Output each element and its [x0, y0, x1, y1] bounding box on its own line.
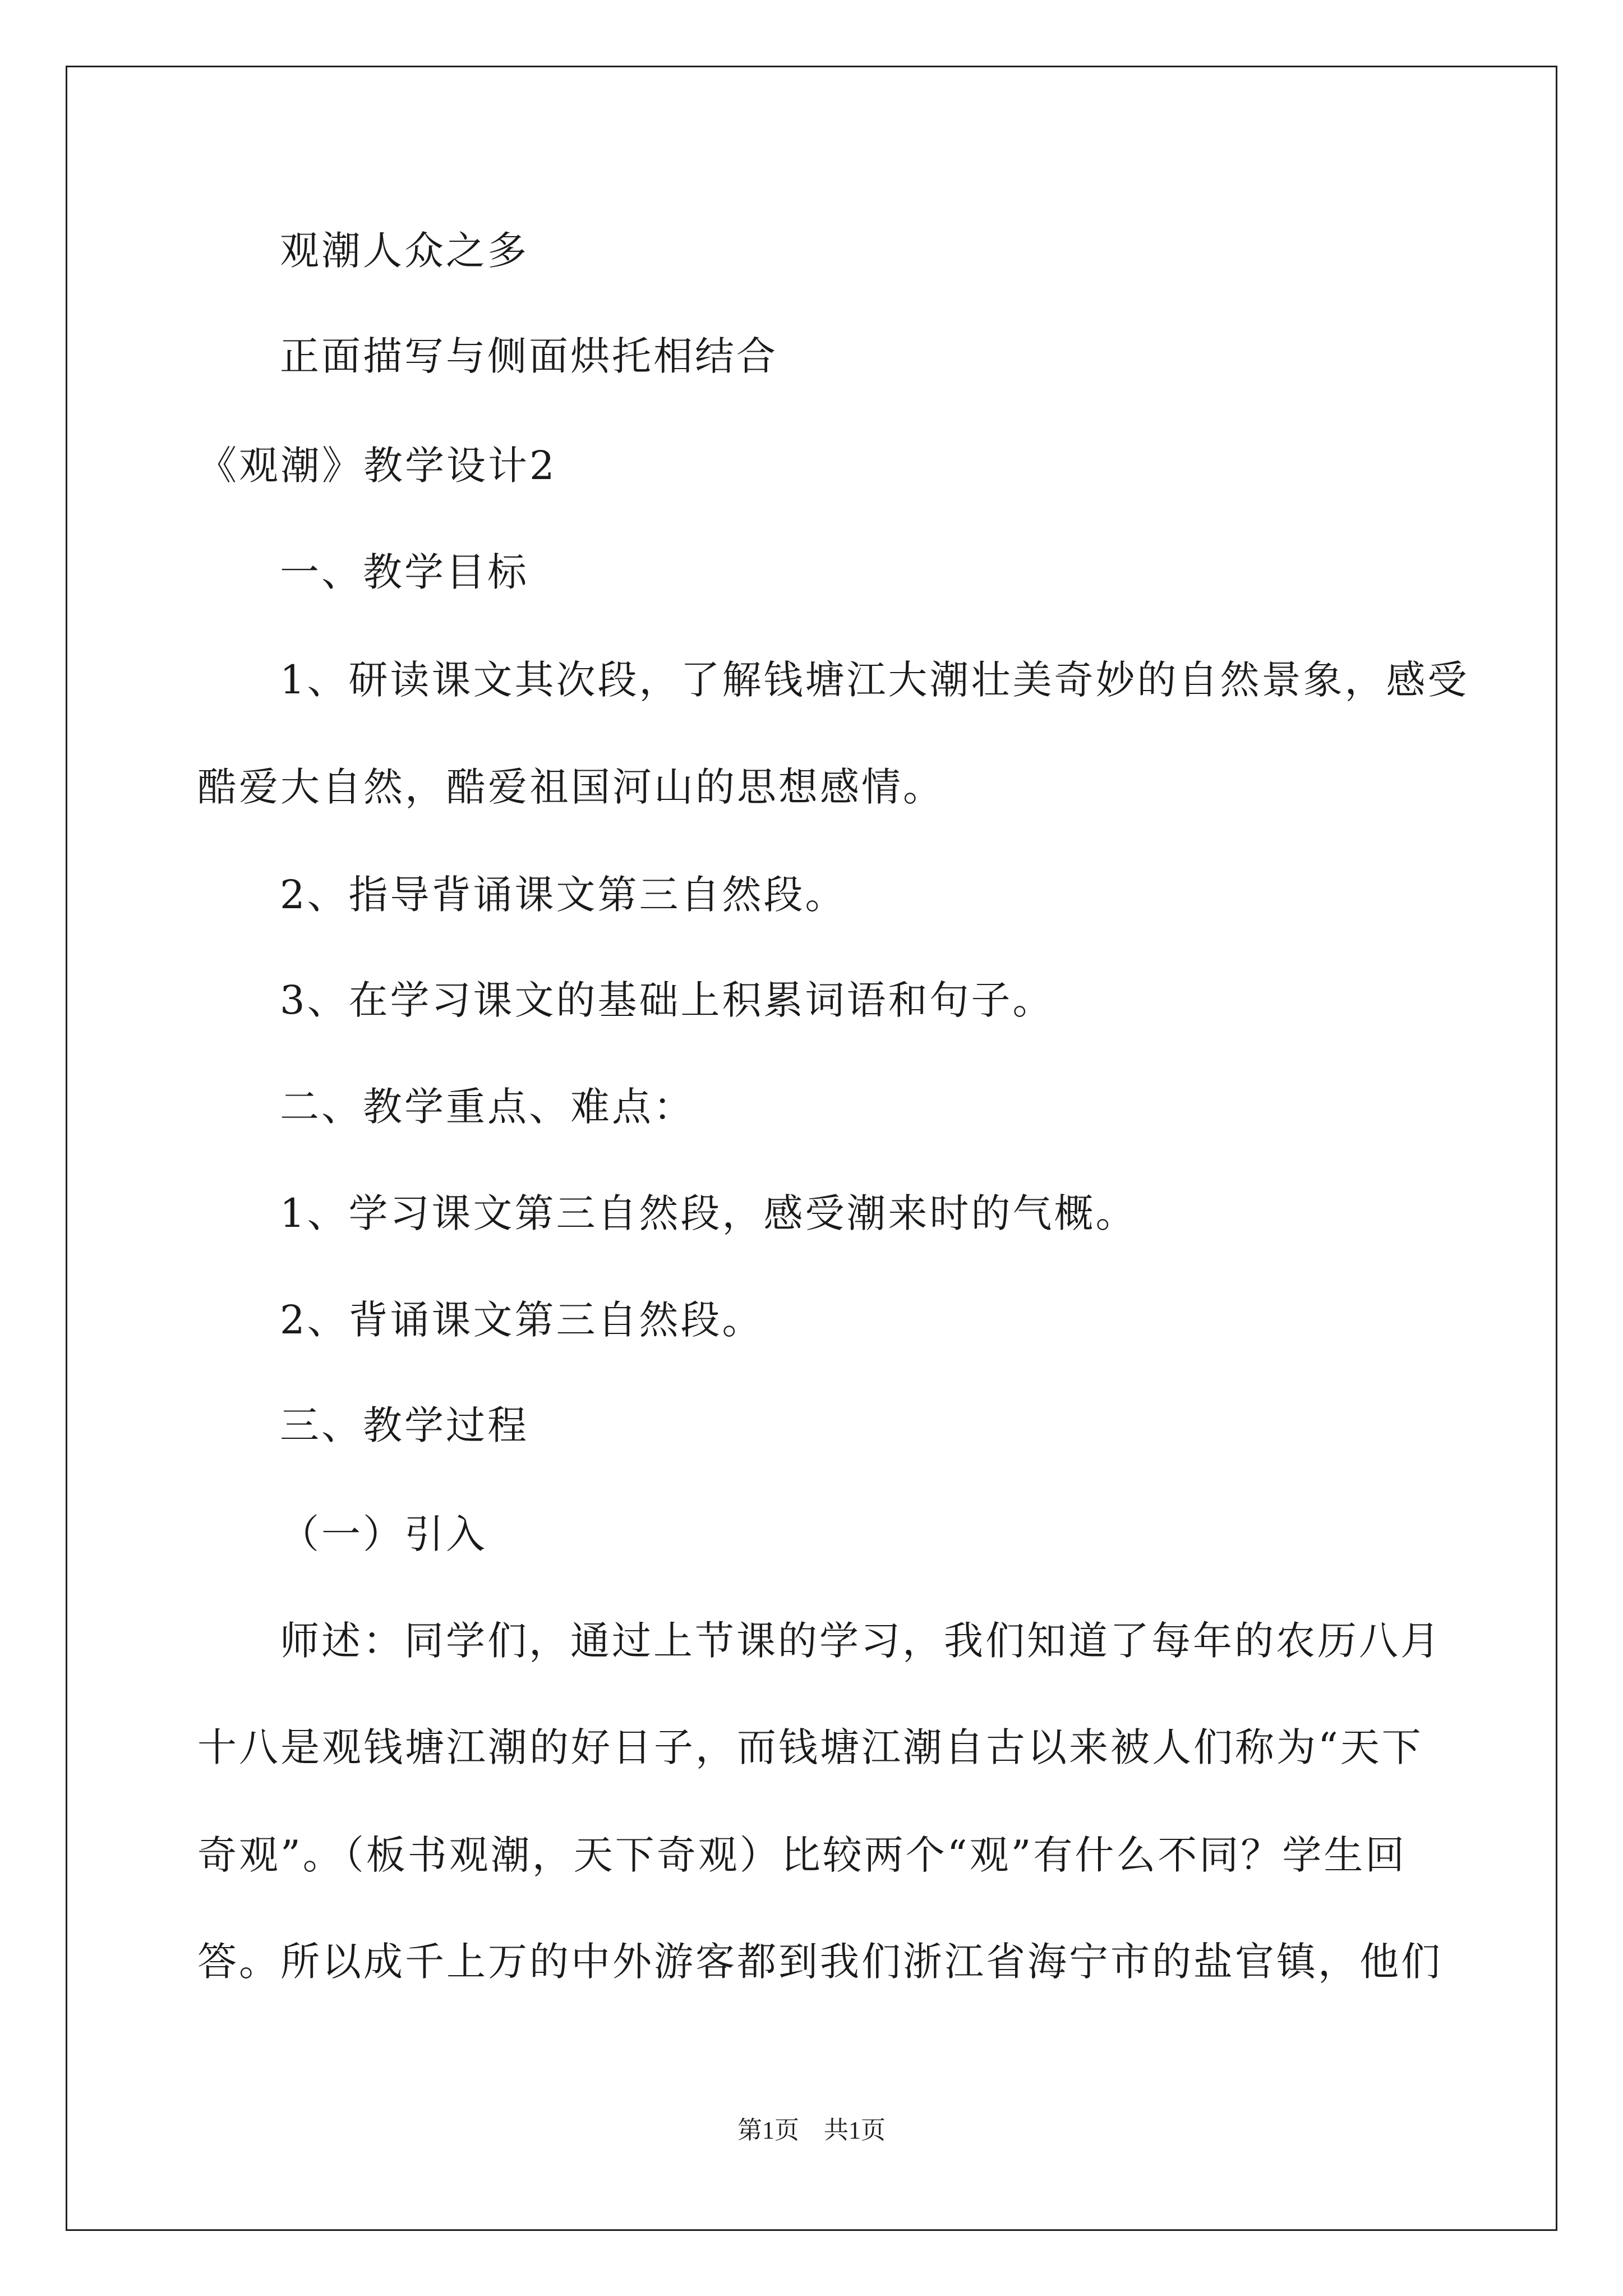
- text-line-2: 正面描写与侧面烘托相结合: [280, 333, 778, 379]
- text-line-6: 酷爱大自然，酷爱祖国河山的思想感情。: [197, 764, 944, 810]
- text-line-8: 3、在学习课文的基础上积累词语和句子。: [280, 977, 1054, 1023]
- page-border: [66, 66, 1557, 2231]
- text-line-15: 十八是观钱塘江潮的好日子，而钱塘江潮自古以来被人们称为“天下: [197, 1724, 1423, 1770]
- subheading-intro: （一）引入: [280, 1511, 487, 1557]
- text-line-10: 1、学习课文第三自然段，感受潮来时的气概。: [280, 1190, 1137, 1236]
- heading-key-points: 二、教学重点、难点：: [280, 1084, 695, 1130]
- heading-process: 三、教学过程: [280, 1402, 529, 1448]
- text-line-7: 2、指导背诵课文第三自然段。: [280, 872, 847, 918]
- page-number-footer: 第1页 共1页: [737, 2116, 886, 2144]
- text-line-17: 答。所以成千上万的中外游客都到我们浙江省海宁市的盐官镇，他们: [197, 1939, 1442, 1985]
- text-line-1: 观潮人众之多: [280, 228, 529, 274]
- section-title: 《观潮》教学设计2: [197, 443, 557, 489]
- heading-objectives: 一、教学目标: [280, 549, 529, 595]
- text-line-14: 师述：同学们，通过上节课的学习，我们知道了每年的农历八月: [280, 1618, 1442, 1664]
- text-line-11: 2、背诵课文第三自然段。: [280, 1297, 764, 1343]
- text-line-5: 1、研读课文其次段，了解钱塘江大潮壮美奇妙的自然景象，感受: [280, 657, 1469, 703]
- text-line-16: 奇观”。（板书观潮，天下奇观）比较两个“观”有什么不同？学生回: [197, 1832, 1407, 1878]
